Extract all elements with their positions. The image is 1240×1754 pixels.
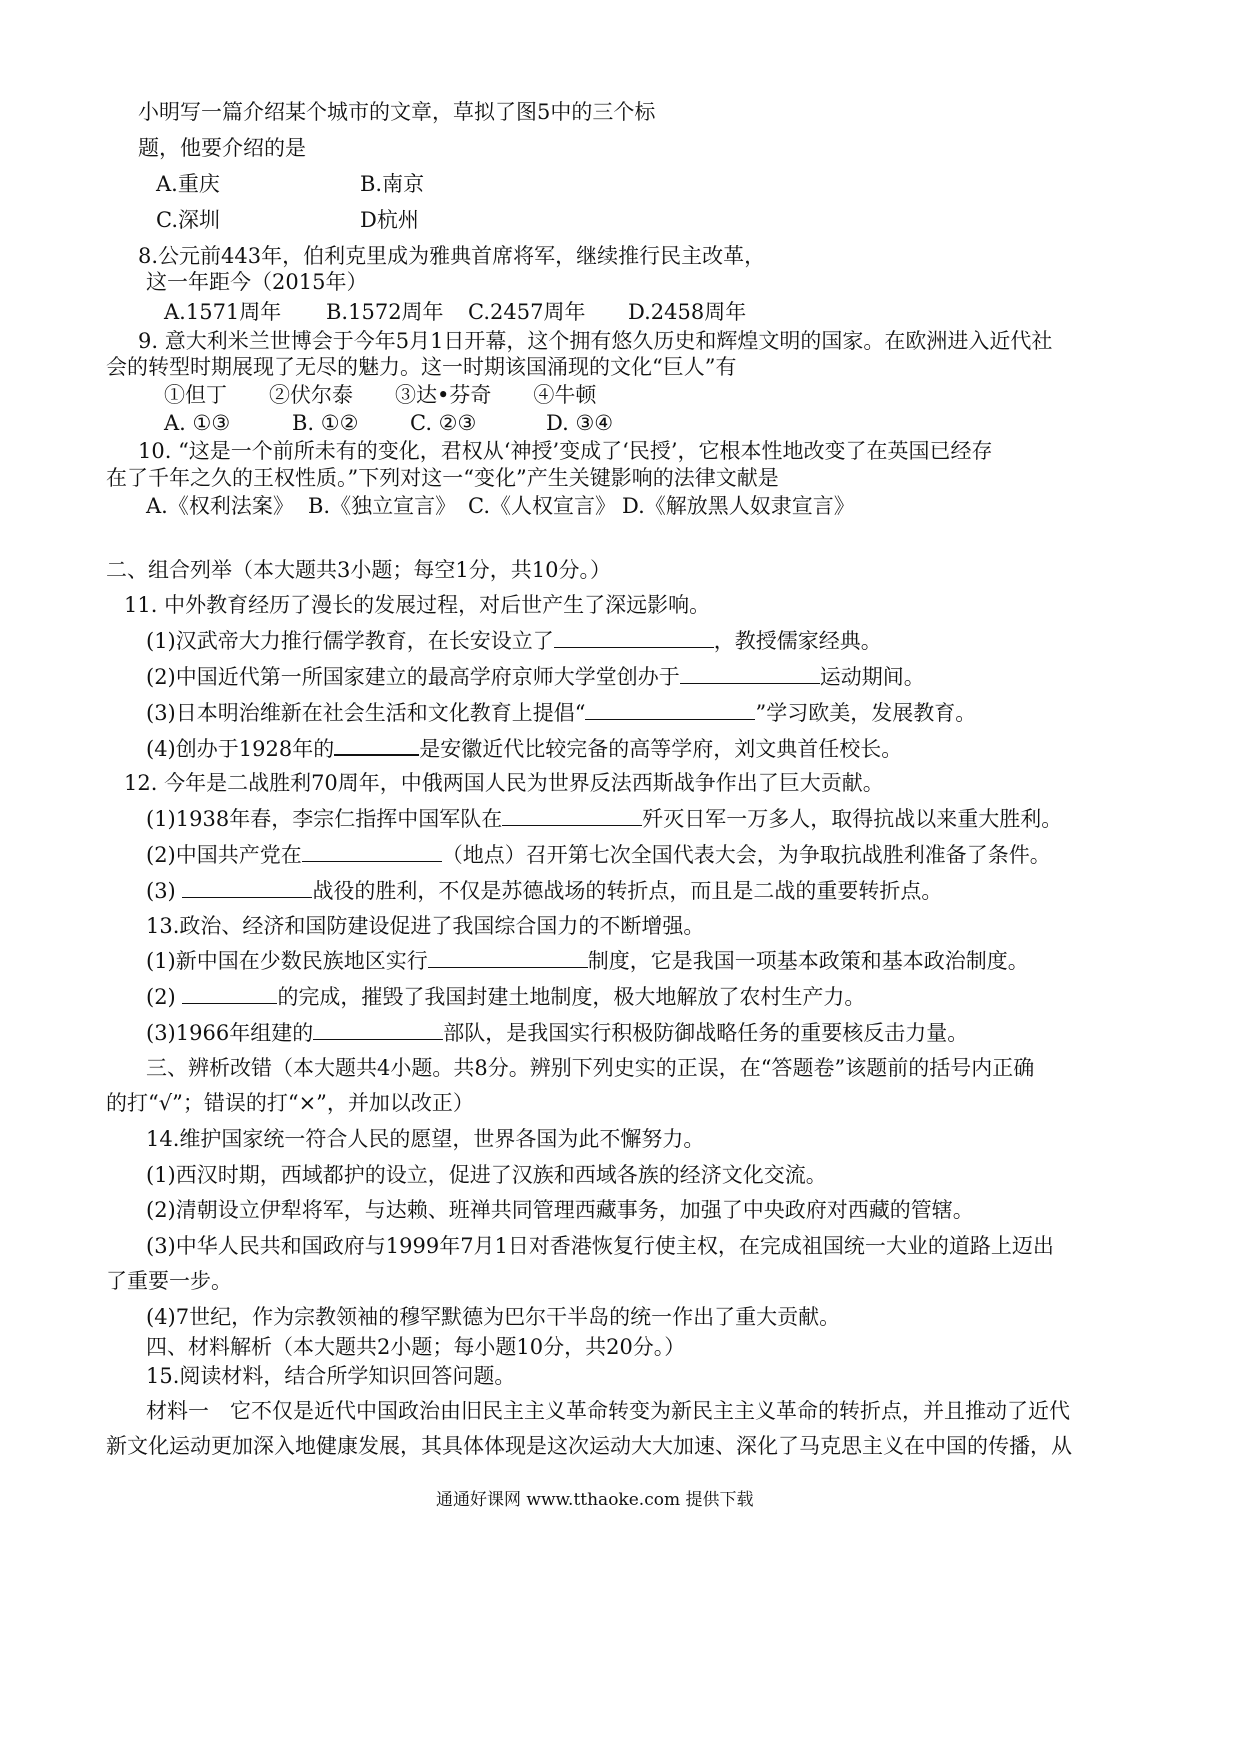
q10-option-b: B.《独立宣言》 bbox=[308, 494, 457, 518]
q9-line2: 会的转型时期展现了无尽的魅力。这一时期该国涌现的文化“巨人”有 bbox=[106, 355, 737, 379]
q11-stem: 11. 中外教育经历了漫长的发展过程，对后世产生了深远影响。 bbox=[124, 593, 711, 617]
q12-part2: (2)中国共产党在 （地点）召开第七次全国代表大会，为争取抗战胜利准备了条件。 bbox=[146, 843, 1051, 867]
q10-option-c: C.《人权宣言》 bbox=[468, 494, 616, 518]
material1-line1: 材料一 它不仅是近代中国政治由旧民主主义革命转变为新民主主义革命的转折点，并且推动了近代 bbox=[146, 1399, 1070, 1423]
q12-part3: (3) 战役的胜利，不仅是苏德战场的转折点，而且是二战的重要转折点。 bbox=[146, 879, 943, 903]
q14-part3-line2: 了重要一步。 bbox=[106, 1269, 232, 1293]
answer-blank bbox=[502, 805, 642, 826]
q11-part4: (4)创办于1928年的 是安徽近代比较完备的高等学府，刘文典首任校长。 bbox=[146, 734, 902, 763]
answer-blank bbox=[182, 877, 312, 898]
q15-stem: 15.阅读材料，结合所学知识回答问题。 bbox=[146, 1364, 516, 1388]
answer-blank bbox=[334, 734, 419, 756]
q12-part1: (1)1938年春，李宗仁指挥中国军队在 歼灭日军一万多人，取得抗战以来重大胜利。 bbox=[146, 807, 1063, 831]
page-footer: 通通好课网 www.tthaoke.com 提供下载 bbox=[436, 1490, 754, 1510]
q8-option-a: A.1571周年 bbox=[164, 300, 282, 324]
q14-part1: (1)西汉时期，西域都护的设立，促进了汉族和西域各族的经济文化交流。 bbox=[146, 1163, 827, 1187]
answer-blank bbox=[680, 663, 820, 684]
q9-option-a: A. ①③ bbox=[164, 411, 231, 435]
section3-title-line1: 三、辨析改错（本大题共4小题。共8分。辨别下列史实的正误，在“答题卷”该题前的括号内正确 bbox=[146, 1056, 1035, 1080]
q7-option-d: D杭州 bbox=[360, 208, 419, 232]
material1-line2: 新文化运动更加深入地健康发展，其具体体现是这次运动大大加速、深化了马克思主义在中国的传播，从 bbox=[106, 1434, 1072, 1458]
answer-blank bbox=[585, 699, 755, 720]
section4-title: 四、材料解析（本大题共2小题；每小题10分，共20分。） bbox=[146, 1335, 686, 1359]
q7-option-c: C.深圳 bbox=[156, 208, 220, 232]
section2-title: 二、组合列举（本大题共3小题；每空1分，共10分。） bbox=[106, 558, 611, 582]
answer-blank bbox=[428, 947, 588, 968]
q13-stem: 13.政治、经济和国防建设促进了我国综合国力的不断增强。 bbox=[146, 914, 705, 938]
q14-part2: (2)清朝设立伊犁将军，与达赖、班禅共同管理西藏事务，加强了中央政府对西藏的管辖。 bbox=[146, 1198, 974, 1222]
q13-part1: (1)新中国在少数民族地区实行 制度，它是我国一项基本政策和基本政治制度。 bbox=[146, 949, 1029, 973]
answer-blank bbox=[182, 983, 277, 1004]
q9-option-b: B. ①② bbox=[292, 411, 359, 435]
q13-part2: (2) 的完成，摧毁了我国封建土地制度，极大地解放了农村生产力。 bbox=[146, 985, 866, 1009]
q13-part3: (3)1966年组建的 部队，是我国实行积极防御战略任务的重要核反击力量。 bbox=[146, 1021, 969, 1045]
q14-stem: 14.维护国家统一符合人民的愿望，世界各国为此不懈努力。 bbox=[146, 1127, 705, 1151]
q10-line1: 10. “这是一个前所未有的变化，君权从‘神授’变成了‘民授’，它根本性地改变了在英国已经存 bbox=[138, 439, 993, 463]
q14-part4: (4)7世纪，作为宗教领袖的穆罕默德为巴尔干半岛的统一作出了重大贡献。 bbox=[146, 1305, 841, 1329]
q10-option-d: D.《解放黑人奴隶宣言》 bbox=[622, 494, 855, 518]
section3-title-line2: 的打“√”；错误的打“×”，并加以改正） bbox=[106, 1091, 474, 1115]
answer-blank bbox=[554, 627, 714, 648]
q8-option-d: D.2458周年 bbox=[628, 300, 747, 324]
q9-option-c: C. ②③ bbox=[410, 411, 477, 435]
q8-line1: 8.公元前443年，伯利克里成为雅典首席将军，继续推行民主改革， bbox=[138, 244, 766, 268]
q8-option-c: C.2457周年 bbox=[468, 300, 586, 324]
q12-stem: 12. 今年是二战胜利70周年，中俄两国人民为世界反法西斯战争作出了巨大贡献。 bbox=[124, 771, 884, 795]
q10-option-a: A.《权利法案》 bbox=[146, 494, 294, 518]
q8-option-b: B.1572周年 bbox=[326, 300, 444, 324]
q7-line2: 题，他要介绍的是 bbox=[138, 136, 306, 160]
q11-part2: (2)中国近代第一所国家建立的最高学府京师大学堂创办于 运动期间。 bbox=[146, 665, 925, 689]
q11-part1: (1)汉武帝大力推行儒学教育，在长安设立了 ，教授儒家经典。 bbox=[146, 629, 882, 653]
q9-option-d: D. ③④ bbox=[546, 411, 614, 435]
q9-items: ①但丁 ②伏尔泰 ③达•芬奇 ④牛顿 bbox=[164, 383, 597, 407]
answer-blank bbox=[302, 841, 442, 862]
answer-blank bbox=[313, 1019, 443, 1040]
q7-option-b: B.南京 bbox=[360, 172, 425, 196]
q7-option-a: A.重庆 bbox=[156, 172, 220, 196]
q9-line1: 9. 意大利米兰世博会于今年5月1日开幕，这个拥有悠久历史和辉煌文明的国家。在欧洲进入近代社 bbox=[138, 329, 1053, 353]
q10-line2: 在了千年之久的王权性质。”下列对这一“变化”产生关键影响的法律文献是 bbox=[106, 466, 779, 490]
q14-part3-line1: (3)中华人民共和国政府与1999年7月1日对香港恢复行使主权，在完成祖国统一大业的道路上迈出 bbox=[146, 1234, 1054, 1258]
q8-line2: 这一年距今（2015年） bbox=[146, 270, 368, 294]
q11-part3: (3)日本明治维新在社会生活和文化教育上提倡“ ”学习欧美，发展教育。 bbox=[146, 701, 977, 725]
q7-line1: 小明写一篇介绍某个城市的文章，草拟了图5中的三个标 bbox=[138, 100, 656, 124]
